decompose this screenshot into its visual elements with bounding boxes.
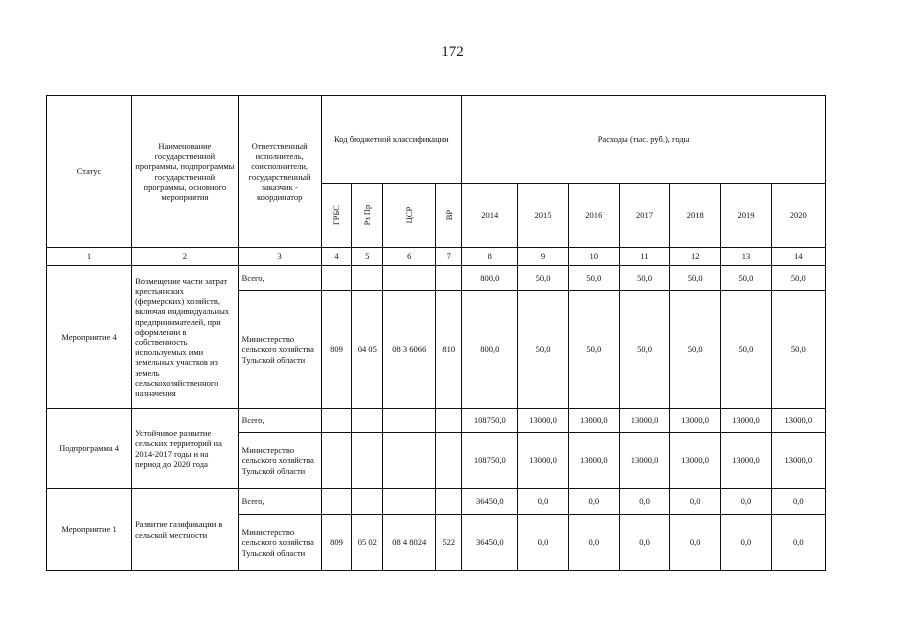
- page-number: 172: [441, 44, 464, 60]
- cell-value: 50,0: [721, 266, 771, 291]
- column-number: 11: [619, 248, 669, 266]
- cell-value: 0,0: [619, 489, 669, 515]
- row-name: Развитие газификации в сельской местности: [132, 489, 239, 571]
- column-number-row: [47, 248, 826, 266]
- row-status: Мероприятие 1: [47, 489, 132, 571]
- header-year: 2020: [771, 184, 825, 248]
- cell-value: 50,0: [619, 266, 669, 291]
- cell-value: 13000,0: [568, 409, 619, 433]
- cell-value: 13000,0: [771, 409, 825, 433]
- cell-csr: [383, 489, 436, 515]
- column-number: 1: [47, 248, 132, 266]
- table-row: [47, 409, 826, 433]
- cell-value: 50,0: [771, 291, 825, 409]
- cell-value: 0,0: [518, 515, 568, 571]
- cell-value: 50,0: [670, 291, 721, 409]
- cell-grbs: 809: [321, 515, 352, 571]
- cell-value: 13000,0: [670, 409, 721, 433]
- budget-table: [46, 95, 826, 571]
- cell-value: 13000,0: [619, 433, 669, 489]
- cell-value: 13000,0: [721, 433, 771, 489]
- cell-vr: [436, 433, 462, 489]
- column-number: 2: [132, 248, 239, 266]
- column-number: 4: [321, 248, 352, 266]
- cell-value: 0,0: [518, 489, 568, 515]
- cell-value: 800,0: [462, 291, 518, 409]
- header-grbs-label: ГРБС: [331, 205, 342, 226]
- header-budget-code: Код бюджетной классификации: [321, 96, 461, 184]
- row-status: Подпрограмма 4: [47, 409, 132, 489]
- table-header: [47, 96, 826, 266]
- column-number: 9: [518, 248, 568, 266]
- row-responsible: Министерство сельского хозяйства Тульской области: [238, 291, 321, 409]
- cell-value: 0,0: [721, 515, 771, 571]
- header-year: 2019: [721, 184, 771, 248]
- cell-value: 0,0: [619, 515, 669, 571]
- header-expenses: Расходы (тыс. руб.), годы: [462, 96, 826, 184]
- header-vr: [436, 184, 462, 248]
- cell-vr: [436, 409, 462, 433]
- cell-rzpr: [352, 266, 383, 291]
- column-number: 12: [670, 248, 721, 266]
- cell-rzpr: [352, 433, 383, 489]
- row-responsible: Всего,: [238, 266, 321, 291]
- column-number: 8: [462, 248, 518, 266]
- cell-vr: 522: [436, 515, 462, 571]
- row-name: Устойчивое развитие сельских территорий на 2014-2017 годы и на период до 2020 года: [132, 409, 239, 489]
- cell-value: 36450,0: [462, 489, 518, 515]
- cell-value: 13000,0: [619, 409, 669, 433]
- cell-value: 0,0: [568, 489, 619, 515]
- cell-value: 800,0: [462, 266, 518, 291]
- table-row: [47, 266, 826, 291]
- row-status: Мероприятие 4: [47, 266, 132, 409]
- header-csr-label: ЦСР: [404, 207, 415, 224]
- cell-value: 50,0: [518, 291, 568, 409]
- cell-csr: [383, 266, 436, 291]
- cell-csr: 08 3 6066: [383, 291, 436, 409]
- cell-value: 13000,0: [670, 433, 721, 489]
- cell-vr: 810: [436, 291, 462, 409]
- header-rzpr: [352, 184, 383, 248]
- cell-value: 36450,0: [462, 515, 518, 571]
- cell-grbs: 809: [321, 291, 352, 409]
- header-year: 2015: [518, 184, 568, 248]
- cell-rzpr: 05 02: [352, 515, 383, 571]
- column-number: 5: [352, 248, 383, 266]
- cell-value: 0,0: [771, 515, 825, 571]
- header-year: 2016: [568, 184, 619, 248]
- cell-value: 0,0: [670, 489, 721, 515]
- cell-value: 50,0: [568, 291, 619, 409]
- cell-value: 108750,0: [462, 409, 518, 433]
- row-responsible: Министерство сельского хозяйства Тульской области: [238, 433, 321, 489]
- header-grbs: [321, 184, 352, 248]
- cell-vr: [436, 489, 462, 515]
- cell-value: 0,0: [568, 515, 619, 571]
- table-row: [47, 489, 826, 515]
- cell-grbs: [321, 489, 352, 515]
- row-responsible: Всего,: [238, 409, 321, 433]
- cell-value: 108750,0: [462, 433, 518, 489]
- column-number: 3: [238, 248, 321, 266]
- header-name: Наименование государственной программы, подпрограммы государственной программы, основного мероприятия: [132, 96, 239, 248]
- cell-value: 50,0: [670, 266, 721, 291]
- cell-rzpr: [352, 409, 383, 433]
- cell-grbs: [321, 433, 352, 489]
- cell-value: 13000,0: [518, 409, 568, 433]
- cell-value: 50,0: [518, 266, 568, 291]
- column-number: 7: [436, 248, 462, 266]
- cell-csr: [383, 433, 436, 489]
- cell-value: 13000,0: [771, 433, 825, 489]
- cell-value: 50,0: [721, 291, 771, 409]
- row-responsible: Министерство сельского хозяйства Тульской области: [238, 515, 321, 571]
- cell-value: 0,0: [771, 489, 825, 515]
- header-year: 2018: [670, 184, 721, 248]
- header-csr: [383, 184, 436, 248]
- cell-value: 0,0: [670, 515, 721, 571]
- header-status: Статус: [47, 96, 132, 248]
- cell-rzpr: 04 05: [352, 291, 383, 409]
- row-responsible: Всего,: [238, 489, 321, 515]
- cell-value: 50,0: [619, 291, 669, 409]
- header-year: 2017: [619, 184, 669, 248]
- cell-value: 13000,0: [518, 433, 568, 489]
- cell-value: 50,0: [771, 266, 825, 291]
- cell-value: 13000,0: [721, 409, 771, 433]
- cell-vr: [436, 266, 462, 291]
- header-year: 2014: [462, 184, 518, 248]
- column-number: 13: [721, 248, 771, 266]
- cell-csr: [383, 409, 436, 433]
- cell-value: 13000,0: [568, 433, 619, 489]
- row-name: Возмещение части затрат крестьянских (фермерских) хозяйств, включая индивидуальных предпринимателей, при оформлении в собственность используемых ими земельных участков из земель сельскохозяйственного назначения: [132, 266, 239, 409]
- cell-csr: 08 4 8024: [383, 515, 436, 571]
- table-body: [47, 266, 826, 571]
- cell-value: 50,0: [568, 266, 619, 291]
- cell-rzpr: [352, 489, 383, 515]
- column-number: 14: [771, 248, 825, 266]
- column-number: 10: [568, 248, 619, 266]
- cell-grbs: [321, 409, 352, 433]
- column-number: 6: [383, 248, 436, 266]
- header-vr-label: ВР: [443, 210, 454, 221]
- header-rzpr-label: Рз Пр: [362, 205, 373, 226]
- cell-value: 0,0: [721, 489, 771, 515]
- header-responsible: Ответственный исполнитель, соисполнители, государственный заказчик - координатор: [238, 96, 321, 248]
- cell-grbs: [321, 266, 352, 291]
